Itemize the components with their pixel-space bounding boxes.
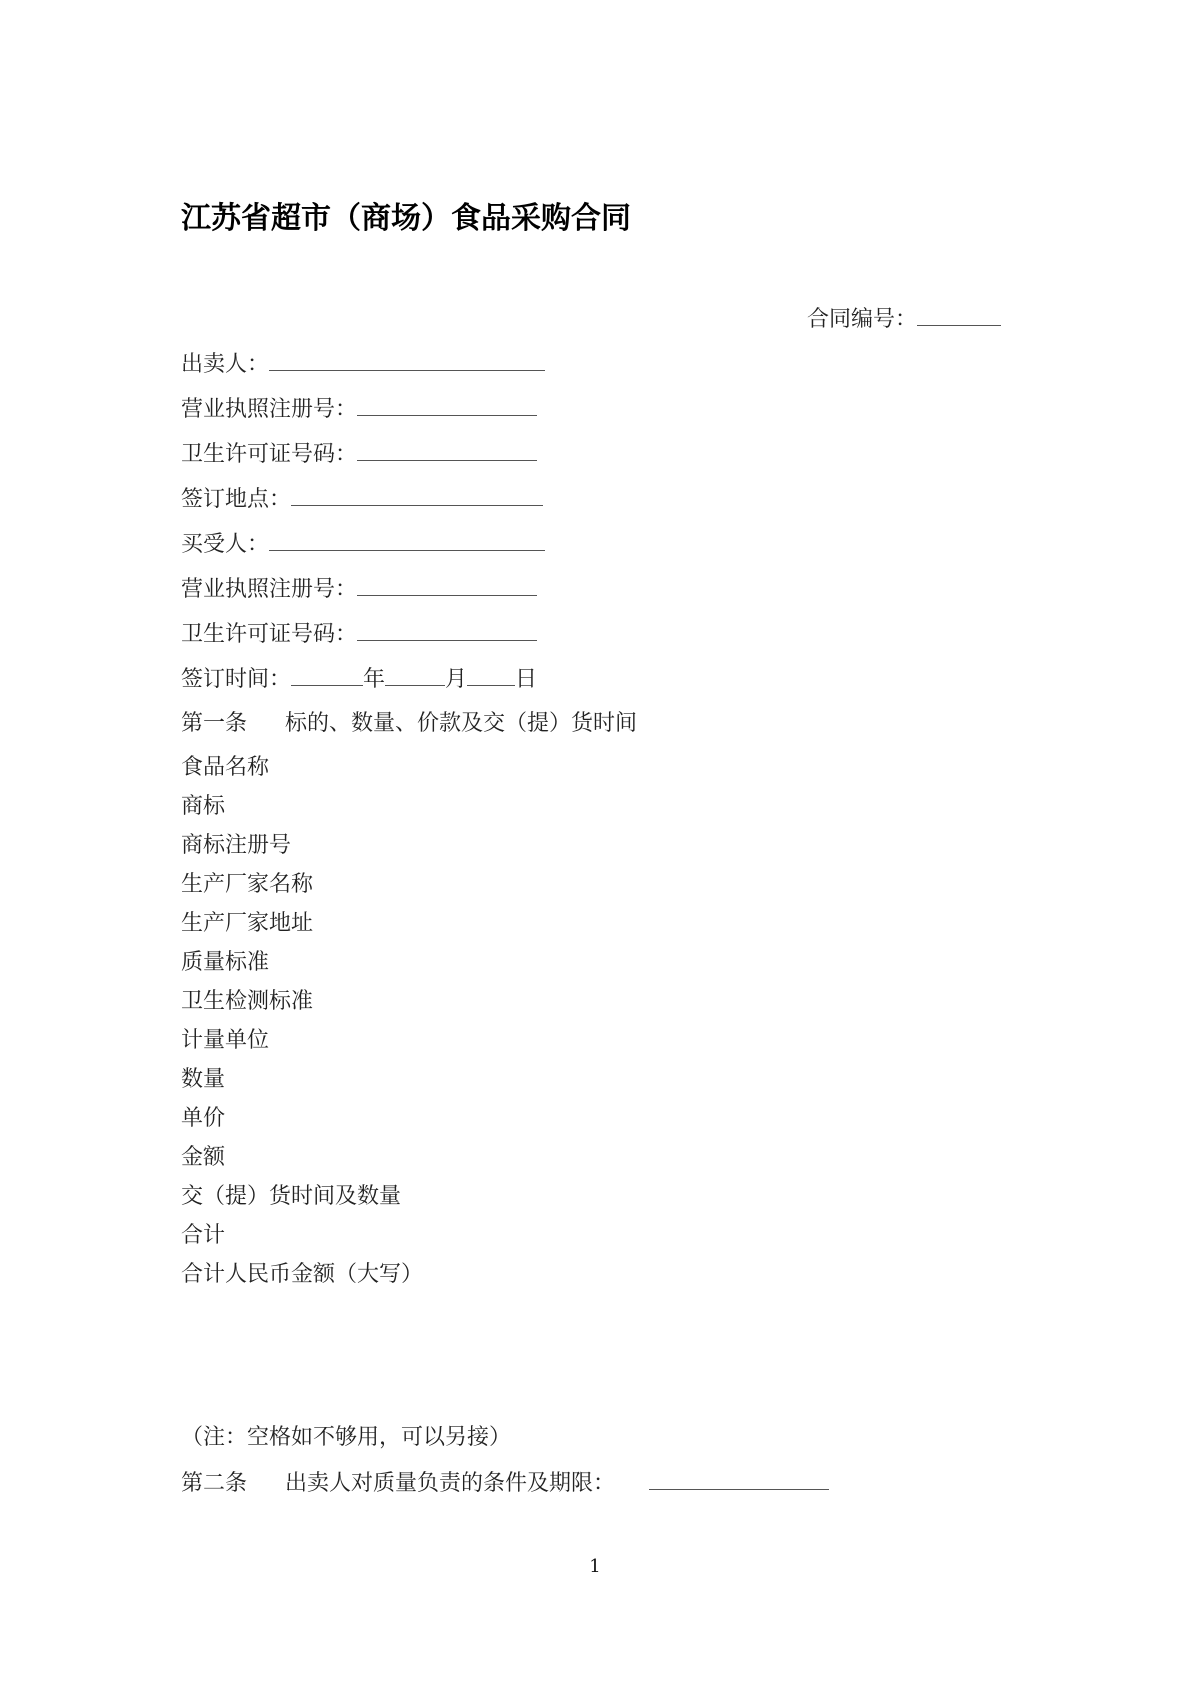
signing-place-row xyxy=(181,485,543,514)
signing-year-field[interactable] xyxy=(291,665,363,686)
buyer-license-label: 营业执照注册号： xyxy=(181,577,358,602)
seller-license-row xyxy=(181,395,537,424)
buyer-label: 买受人： xyxy=(181,532,270,557)
item-quality-standard: 质量标准 xyxy=(181,950,270,975)
note-text: （注：空格如不够用，可以另接） xyxy=(181,1425,512,1450)
item-manufacturer-address: 生产厂家地址 xyxy=(181,911,314,936)
seller-hygiene-permit-row xyxy=(181,440,537,469)
item-total: 合计 xyxy=(181,1223,226,1248)
buyer-field[interactable] xyxy=(269,530,545,551)
article-1-number: 第一条 xyxy=(181,711,248,736)
item-delivery-time-quantity: 交（提）货时间及数量 xyxy=(181,1184,402,1209)
seller-hygiene-permit-field[interactable] xyxy=(357,440,537,461)
seller-hygiene-permit-label: 卫生许可证号码： xyxy=(181,442,358,467)
article-2-heading xyxy=(181,1469,829,1498)
item-hygiene-standard: 卫生检测标准 xyxy=(181,989,314,1014)
signing-date-row xyxy=(181,665,537,694)
article-2-field[interactable] xyxy=(649,1469,829,1490)
day-label: 日 xyxy=(515,667,538,692)
year-label: 年 xyxy=(363,667,386,692)
item-manufacturer-name: 生产厂家名称 xyxy=(181,872,314,897)
signing-month-field[interactable] xyxy=(385,665,445,686)
item-quantity: 数量 xyxy=(181,1067,226,1092)
item-unit: 计量单位 xyxy=(181,1028,270,1053)
article-2-title: 出卖人对质量负责的条件及期限： xyxy=(285,1471,616,1496)
seller-field[interactable] xyxy=(269,350,545,371)
signing-place-field[interactable] xyxy=(291,485,543,506)
signing-day-field[interactable] xyxy=(467,665,515,686)
buyer-hygiene-permit-label: 卫生许可证号码： xyxy=(181,622,358,647)
signing-place-label: 签订地点： xyxy=(181,487,292,512)
item-trademark: 商标 xyxy=(181,794,226,819)
item-unit-price: 单价 xyxy=(181,1106,226,1131)
seller-label: 出卖人： xyxy=(181,352,270,377)
document-title: 江苏省超市（商场）食品采购合同 xyxy=(181,201,631,236)
page-number: 1 xyxy=(589,1556,601,1577)
contract-number-row xyxy=(807,305,1001,334)
item-total-rmb-uppercase: 合计人民币金额（大写） xyxy=(181,1262,424,1287)
article-1-heading xyxy=(181,710,637,738)
signing-date-label: 签订时间： xyxy=(181,667,292,692)
buyer-license-field[interactable] xyxy=(357,575,537,596)
buyer-hygiene-permit-field[interactable] xyxy=(357,620,537,641)
item-food-name: 食品名称 xyxy=(181,755,270,780)
buyer-license-row xyxy=(181,575,537,604)
buyer-row xyxy=(181,530,545,559)
buyer-hygiene-permit-row xyxy=(181,620,537,649)
seller-license-label: 营业执照注册号： xyxy=(181,397,358,422)
month-label: 月 xyxy=(445,667,468,692)
contract-number-field[interactable] xyxy=(917,305,1001,326)
seller-row xyxy=(181,350,545,379)
item-amount: 金额 xyxy=(181,1145,226,1170)
seller-license-field[interactable] xyxy=(357,395,537,416)
contract-number-label: 合同编号： xyxy=(807,307,918,332)
item-trademark-reg-no: 商标注册号 xyxy=(181,833,292,858)
article-2-number: 第二条 xyxy=(181,1471,248,1496)
article-1-title: 标的、数量、价款及交（提）货时间 xyxy=(285,711,638,736)
